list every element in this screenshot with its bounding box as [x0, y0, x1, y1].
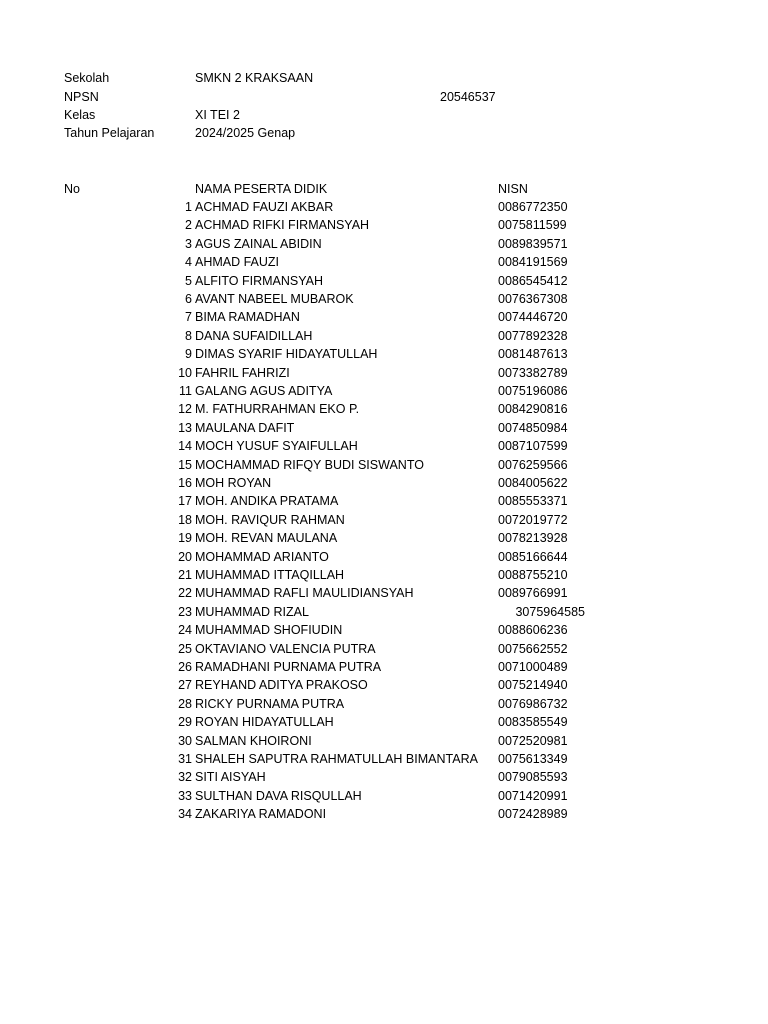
- student-name: ACHMAD FAUZI AKBAR: [195, 200, 334, 214]
- student-nisn: 0073382789: [498, 365, 568, 380]
- student-name: MUHAMMAD ITTAQILLAH: [195, 568, 345, 582]
- row-number: 2: [185, 218, 192, 233]
- student-name: SHALEH SAPUTRA RAHMATULLAH BIMANTARA: [195, 752, 478, 766]
- student-nisn: 0076986732: [498, 696, 568, 711]
- student-name: RAMADHANI PURNAMA PUTRA: [195, 660, 382, 674]
- row-number: 19: [178, 531, 192, 546]
- student-nisn: 3075964585: [515, 604, 585, 619]
- row-number: 15: [178, 457, 192, 472]
- student-name: SULTHAN DAVA RISQULLAH: [195, 788, 362, 803]
- student-name: MOH ROYAN: [195, 476, 272, 490]
- student-nisn: 0086545412: [498, 273, 568, 288]
- row-number: 22: [178, 586, 192, 601]
- student-nisn: 0072019772: [498, 512, 568, 527]
- student-nisn: 0075811599: [498, 218, 567, 233]
- student-name: MUHAMMAD RIZAL: [195, 604, 309, 619]
- student-nisn: 0074850984: [498, 420, 568, 435]
- student-nisn: 0086772350: [498, 200, 568, 214]
- row-number: 31: [178, 752, 192, 766]
- student-nisn: 0084191569: [498, 255, 568, 270]
- row-number: 25: [178, 641, 192, 656]
- student-name: ACHMAD RIFKI FIRMANSYAH: [195, 218, 370, 233]
- row-number: 9: [185, 347, 192, 362]
- student-name: RICKY PURNAMA PUTRA: [195, 696, 345, 711]
- student-nisn: 0084005622: [498, 476, 568, 490]
- student-name: MUHAMMAD SHOFIUDIN: [195, 623, 343, 638]
- student-nisn: 0077892328: [498, 328, 568, 343]
- student-nisn: 0075613349: [498, 752, 568, 766]
- row-number: 27: [178, 678, 192, 693]
- student-nisn: 0089839571: [498, 236, 568, 251]
- student-name: GALANG AGUS ADITYA: [195, 384, 333, 398]
- row-number: 18: [178, 512, 192, 527]
- student-nisn: 0076259566: [498, 457, 568, 472]
- row-number: 24: [178, 623, 192, 638]
- student-nisn: 0076367308: [498, 292, 568, 306]
- row-number: 17: [178, 494, 192, 509]
- school-label: Sekolah: [64, 71, 110, 85]
- row-number: 3: [185, 236, 192, 251]
- student-nisn: 0072520981: [498, 733, 568, 748]
- student-name: BIMA RAMADHAN: [195, 310, 300, 325]
- row-number: 33: [178, 788, 192, 803]
- student-nisn: 0075214940: [498, 678, 568, 693]
- row-number: 8: [185, 328, 192, 343]
- student-name: AHMAD FAUZI: [195, 255, 280, 270]
- student-name: FAHRIL FAHRIZI: [195, 365, 290, 380]
- row-number: 16: [178, 476, 192, 490]
- row-number: 14: [178, 439, 192, 454]
- student-name: MOHAMMAD ARIANTO: [195, 549, 329, 564]
- row-number: 13: [178, 420, 192, 435]
- student-nisn: 0084290816: [498, 402, 568, 417]
- student-name: AGUS ZAINAL ABIDIN: [195, 236, 322, 251]
- row-number: 1: [185, 200, 192, 214]
- row-number: 10: [178, 365, 192, 380]
- year-label: Tahun Pelajaran: [64, 126, 155, 140]
- row-number: 4: [185, 255, 192, 270]
- row-number: 29: [178, 715, 192, 730]
- year-value: 2024/2025 Genap: [195, 126, 296, 140]
- student-nisn: 0089766991: [498, 586, 568, 601]
- npsn-label: NPSN: [64, 90, 99, 104]
- row-number: 32: [178, 770, 192, 785]
- student-nisn: 0075196086: [498, 384, 568, 398]
- row-number: 7: [185, 310, 192, 325]
- student-nisn: 0074446720: [498, 310, 568, 325]
- student-name: DANA SUFAIDILLAH: [195, 328, 313, 343]
- row-number: 28: [178, 696, 192, 711]
- student-nisn: 0087107599: [498, 439, 568, 454]
- student-nisn: 0079085593: [498, 770, 568, 785]
- student-name: MOH. ANDIKA PRATAMA: [195, 494, 339, 509]
- student-name: MOCHAMMAD RIFQY BUDI SISWANTO: [195, 457, 424, 472]
- student-name: AVANT NABEEL MUBAROK: [195, 292, 354, 306]
- student-nisn: 0071000489: [498, 660, 568, 674]
- student-name: ROYAN HIDAYATULLAH: [195, 715, 334, 730]
- class-value: XI TEI 2: [195, 108, 240, 122]
- student-name: MOCH YUSUF SYAIFULLAH: [195, 439, 358, 454]
- row-number: 26: [178, 660, 192, 674]
- student-name: DIMAS SYARIF HIDAYATULLAH: [195, 347, 378, 362]
- student-name: SALMAN KHOIRONI: [195, 733, 312, 748]
- student-nisn: 0083585549: [498, 715, 568, 730]
- npsn-value: 20546537: [440, 90, 496, 104]
- row-number: 20: [178, 549, 192, 564]
- student-nisn: 0072428989: [498, 807, 568, 822]
- student-name: ALFITO FIRMANSYAH: [195, 273, 324, 288]
- student-nisn: 0085166644: [498, 549, 568, 564]
- student-nisn: 0071420991: [498, 788, 568, 803]
- student-name: MUHAMMAD RAFLI MAULIDIANSYAH: [195, 586, 414, 601]
- student-nisn: 0088606236: [498, 623, 568, 638]
- student-nisn: 0081487613: [498, 347, 568, 362]
- row-number: 5: [185, 273, 192, 288]
- student-nisn: 0078213928: [498, 531, 568, 546]
- student-name: REYHAND ADITYA PRAKOSO: [195, 678, 368, 693]
- student-name: MOH. RAVIQUR RAHMAN: [195, 512, 345, 527]
- header-no: No: [64, 182, 80, 196]
- class-label: Kelas: [64, 108, 96, 122]
- student-name: MAULANA DAFIT: [195, 420, 295, 435]
- header-name: NAMA PESERTA DIDIK: [195, 182, 328, 196]
- header-nisn: NISN: [498, 182, 528, 196]
- student-nisn: 0075662552: [498, 641, 568, 656]
- row-number: 30: [178, 733, 192, 748]
- row-number: 11: [179, 384, 192, 398]
- row-number: 12: [178, 402, 192, 417]
- student-nisn: 0088755210: [498, 568, 568, 582]
- row-number: 23: [178, 604, 192, 619]
- school-value: SMKN 2 KRAKSAAN: [195, 71, 314, 85]
- student-name: M. FATHURRAHMAN EKO P.: [195, 402, 360, 417]
- student-nisn: 0085553371: [498, 494, 568, 509]
- student-name: SITI AISYAH: [195, 770, 266, 785]
- student-name: ZAKARIYA RAMADONI: [195, 807, 327, 822]
- student-name: MOH. REVAN MAULANA: [195, 531, 338, 546]
- row-number: 34: [178, 807, 192, 822]
- student-name: OKTAVIANO VALENCIA PUTRA: [195, 641, 376, 656]
- row-number: 6: [185, 292, 192, 306]
- row-number: 21: [178, 568, 192, 582]
